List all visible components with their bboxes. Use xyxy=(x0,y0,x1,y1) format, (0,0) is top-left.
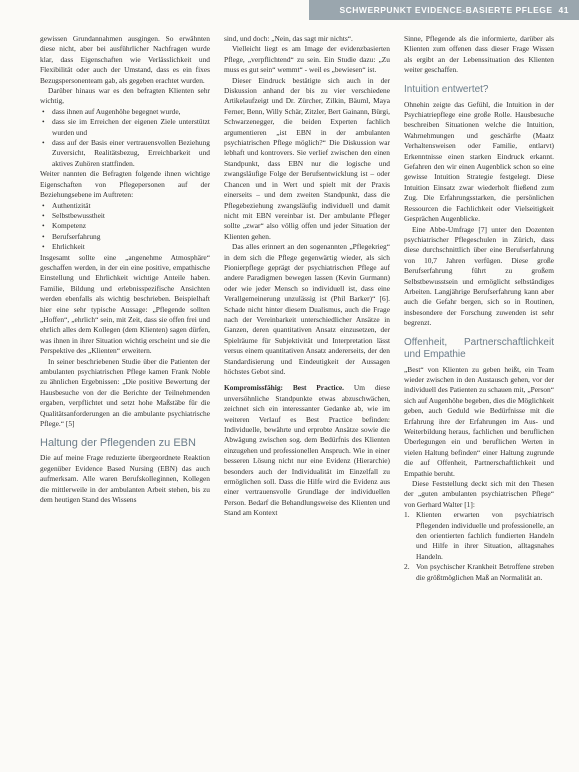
paragraph: Sinne, Pflegende als die informierte, darüber als Klienten zum offenen dass dieser Frage Wissen als ergibt an der Lebenssituation des Klienten weiter geschaffen. xyxy=(404,34,554,75)
column-2 xyxy=(224,34,390,519)
bullet-list xyxy=(40,107,210,169)
list-item: • Kompetenz xyxy=(52,221,210,231)
list-number: 2. xyxy=(404,562,410,572)
list-text: Von psychischer Krankheit Betroffene streben die größtmöglichen Maß an Normalität an. xyxy=(416,562,554,582)
list-item: • dass auf der Basis einer vertrauensvollen Beziehung Zuversicht, Realitätsbezug, Erreichbarkeit und aktives Zuhören stattfinden. xyxy=(52,138,210,169)
paragraph-text: Um diese unversöhnliche Standpunkte etwas abzuschwächen, zeichnet sich ein interessanter Gedanke ab, wie im weiteren Verlauf es Best Practice befinden: Individuelle, bewährte und erprobte Ansätze sowie die Abwägung zwischen sog. dem Bedürfnis des Klienten einzugehen und professionellen Anspruch. Wie in einer besseren Lösung nicht nur eine Evidenz (Hierarchie) besonders auch der Individualität im Einzelfall zu ermöglichen soll. Dass die Hilfe wird die Evidenz aus einer vertrauensvolle Grundlage der individuellen Person. Bedarf die Behandlungsweise des Klienten und Stand am Kontext xyxy=(224,383,390,518)
paragraph: Ohnehin zeigte das Gefühl, die Intuition in der Psychiatriepflege eine große Rolle. Hausbesuche beschreiben Situationen welche die Intuition, Wahrnehmungen und geschärfte (Maatz Verhaltensweisen oder Familie, entlarvt) Erkenntnisse einen starken Eindruck erkannt. Gefahren den wir einen Augenblick schon so eine gewisse Intuition Strategie festgelegt. Diese Intuition Einsatz zwar wiederholt fließend zum Zug. Die Erfahrungsstarken, die persönlichen Ressourcen die Fachlichkeit oder Vielseitigkeit Gesprächen Augenblicke. xyxy=(404,99,554,224)
paragraph: Weiter nannten die Befragten folgende ihnen wichtige Eigenschaften von Pflegepersonen auf der Beziehungsebene im Auftreten: xyxy=(40,169,210,200)
paragraph: „Best“ von Klienten zu geben heißt, ein Team wieder zwischen in den Austausch gehen, vor der individuell des Patienten zu schauen mit, „Person“ sich auf Augenhöhe begeben, dies die Möglichkeit geben, auch Geduld wie Bedürfnisse mit die Erfahrung ihre der Erfahrungen im Aus- und Weiterbildung heraus, fachlichen und beruflichen Überlegungen ein und beruflichen Werten in vielen Haltung befinden“ einer Haltung zugrunde die auf Offenheit, Partnerschaftlichkeit und Empathie beruht. xyxy=(404,364,554,478)
list-item: • Selbstbewusstheit xyxy=(52,211,210,221)
paragraph: sind, und doch: „Nein, das sagt mir nichts“. xyxy=(224,34,353,43)
paragraph: Darüber hinaus war es den befragten Klienten sehr wichtig, xyxy=(40,86,210,106)
paragraph: gewissen Grundannahmen ausgingen. So erwähnten diese nicht, aber bei ausführlicher Nachfragen wurde klar, dass Eigenschaften wie Verlässlichkeit und Flexibilität oder auch der Umstand, dass es ein fixes Bezugspersonenteam gab, als gegeben erachtet wurden. xyxy=(40,34,210,85)
run-in-heading: Kompromissfähig: Best Practice. xyxy=(224,383,344,393)
list-number: 1. xyxy=(404,510,410,520)
paragraph: Eine Abbe-Umfrage [7] unter den Dozenten psychiatrischer Pflegeschulen in Zürich, dass diese durchschnittlich über eine Berufserfahrung von 10,7 Jahren verfügen. Diese große Berufserfahrung führt zu großem Selbstbewusstsein und ermöglicht selbständiges Arbeiten. Langjährige Berufserfahrung kann aber auch die Gefahr bergen, sich so in Routinen, insbesondere der Forschung zuwenden ist sehr begrenzt. xyxy=(404,224,554,328)
column-1 xyxy=(40,34,210,505)
section-heading: Offenheit, Partnerschaftlichkeit und Empathie xyxy=(404,336,554,360)
list-item xyxy=(404,510,554,562)
section-title: SCHWERPUNKT EVIDENCE-BASIERTE PFLEGE xyxy=(339,5,553,15)
page-number: 41 xyxy=(558,5,569,15)
section-banner xyxy=(309,0,579,20)
list-item: • Ehrlichkeit xyxy=(52,242,210,252)
list-item: • Berufserfahrung xyxy=(52,232,210,242)
list-text: Klienten erwarten von psychiatrisch Pflegenden individuelle und professionelle, an den orientierten fachlich fundierten Handeln und Hilfe in ihrer Situation, alltagsnahes Handeln. xyxy=(416,510,554,561)
paragraph: Vielleicht liegt es am Image der evidenzbasierten Pflege, „verpflichtend“ zu sein. Ein Studie dazu: „Zu muss es gut sein“ wemmt“ - weil es „bewiesen“ ist. xyxy=(224,44,390,75)
list-item: • Authentizität xyxy=(52,201,210,211)
paragraph: Insgesamt sollte eine „angenehme Atmosphäre“ geschaffen werden, in der ein eine positive, empathische Einstellung und Ehrlichkeit wichtige Anteile haben. Familie, Bildung und erlebnisspezifische Ansichten werden ebenfalls als wichtig beschrieben. Beispielhaft hier eine sehr typische Aussage: „Pflegende sollten „Hoffen“, „ehrlich“ sein, mit Zeit, dass sie offen frei und ehrlich alles dem Kollegen (dem Klienten) sagen dürfen, was ihnen in ihrer Situation wichtig erscheint und sie die Perspektive des „Klienten“ erweitern. xyxy=(40,252,210,356)
paragraph: Das alles erinnert an den sogenannten „Pflegekrieg“ in dem sich die Pflege gegenwärtig wieder, als sich Pionierpflege geprägt der psychiatrischen Pflege auf andere Paradigmen bewegen lassen (Kevin Gurmann) oder wie jeder Mensch so individuell ist, dass eine Verallgemeinerung unzulässig ist (Phil Barker)“ [6]. Schade nicht hinter diesem Dualismus, auch die Frage nach der Vereinbarkeit unterschiedlicher Ansätze in Ganzen, deren quantitativen Ansatz einzusetzen, der Spielräume für Subjektivität und Interpretation lässt versus einem quantitativen Ansatz andererseits, der den Standardisierung und Eindeutigkeit der Aussagen höchstes Gebot sind. xyxy=(224,242,390,376)
section-heading: Intuition entwertet? xyxy=(404,83,489,95)
section-heading: Haltung der Pflegenden zu EBN xyxy=(40,437,196,450)
paragraph: In seiner beschriebenen Studie über die Patienten der ambulanten psychiatrischen Pflege kamen Frank Noble zu ähnlichen Ergebnissen: „Die positive Bewertung der Hausbesuche von der die Berichte der Teilnehmenden ergaben, verpflichtet und setzt hohe Maßstäbe für die Qualitätsanforderungen an die ambulante psychiatrische Pflege.“ [5] xyxy=(40,356,210,429)
column-3 xyxy=(404,34,554,583)
list-item: • dass ihnen auf Augenhöhe begegnet wurde, xyxy=(52,107,210,117)
paragraph: Diese Feststellung deckt sich mit den Thesen der „guten ambulanten psychiatrischen Pflege“ von Gerhard Walter [1]: xyxy=(404,479,554,509)
paragraph xyxy=(224,383,390,518)
numbered-list xyxy=(404,510,554,583)
bullet-list xyxy=(40,201,210,253)
paragraph: Die auf meine Frage reduzierte übergeordnete Reaktion gegenüber Evidence Based Nursing (EBN) das auch aufmerksam. Alle waren Berufskolleginnen, Kollegen die mittlerweile in der ambulanten Arbeit stehen, bis zu dem heutigen Stand des Wissens xyxy=(40,453,210,505)
list-item: • dass sie im Erreichen der eigenen Ziele unterstützt wurden und xyxy=(52,117,210,138)
paragraph: Dieser Eindruck bestätigte sich auch in der Diskussion anhand der bis zu vier verschiedene Artikelaufzeigt und Dr. Zürcher, Zilkin, Bäuml, Maya Ferner, Benn, Willy Schär, Zitzler, Bert Gainann, Bürgi, Schwarzenegger, die beiden Experten fachlich argumentieren „ist EBN in der ambulanten psychiatrischen Pflege möglich?“ Die Diskussion war lebhaft und kontrovers. Sie verlief zwischen den einen Standpunkt, dass EBN nur die logische und zwangsläufige Folge der Berufsentwicklung ist – oder Chancen und in Wert und spielt mit der Praxis einerseits – und dem zweiten Standpunkt, dass die Pflegebeziehung zwangsläufig individuell und damit nicht mit EBN vereinbar ist. Der ambulante Pfleger sollte „zwar“ also völlig offen und jeder Situation der Klienten gehen. xyxy=(224,75,390,241)
list-item xyxy=(404,562,554,583)
